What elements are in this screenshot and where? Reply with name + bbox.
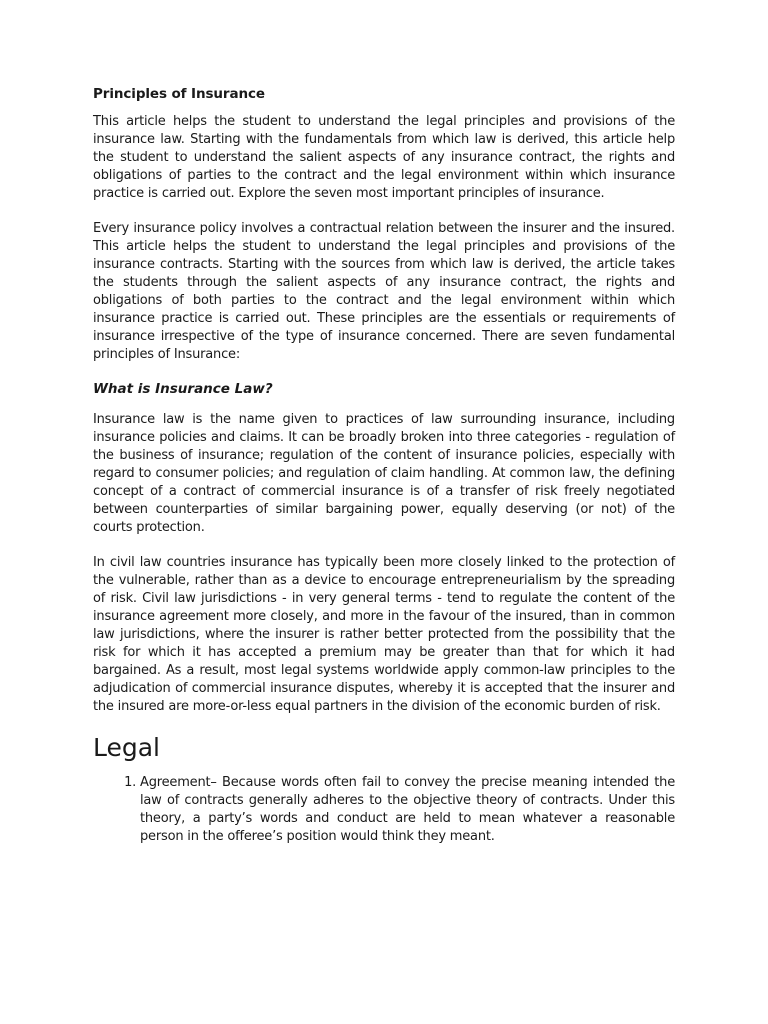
subheading: What is Insurance Law? xyxy=(93,381,273,397)
document-page xyxy=(93,86,675,846)
section-heading: Legal xyxy=(93,733,161,762)
intro-paragraph: This article helps the student to understand the legal principles and provisions of the insurance law. Starting with the fundamentals from which law is derived, this article help the student to understand the salient aspects of any insurance contract, the rights and obligations of parties to the contract and the legal environment within which insurance practice is carried out. Explore the seven most important principles of insurance. xyxy=(93,114,675,201)
numbered-list xyxy=(93,774,675,846)
intro-paragraph: Every insurance policy involves a contractual relation between the insurer and the insured. This article helps the student to understand the legal principles and provisions of the insurance contracts. Starting with the sources from which law is derived, the article takes the students through the salient aspects of any insurance contract, the rights and obligations of both parties to the contract and the legal environment within which insurance practice is carried out. These principles are the essentials or requirements of insurance irrespective of the type of insurance concerned. There are seven fundamental principles of Insurance: xyxy=(93,221,675,362)
law-paragraph: In civil law countries insurance has typically been more closely linked to the protection of the vulnerable, rather than as a device to encourage entrepreneurialism by the spreading of risk. Civil law jurisdictions - in very general terms - tend to regulate the content of the insurance agreement more closely, and more in the favour of the insured, than in common law jurisdictions, where the insurer is rather better protected from the possibility that the risk for which it has accepted a premium may be greater than that for which it had bargained. As a result, most legal systems worldwide apply common-law principles to the adjudication of commercial insurance disputes, whereby it is accepted that the insurer and the insured are more-or-less equal partners in the division of the economic burden of risk. xyxy=(93,555,675,714)
document-title: Principles of Insurance xyxy=(93,86,265,102)
law-paragraph: Insurance law is the name given to practices of law surrounding insurance, including insurance policies and claims. It can be broadly broken into three categories - regulation of the business of insurance; regulation of the content of insurance policies, especially with regard to consumer policies; and regulation of claim handling. At common law, the defining concept of a contract of commercial insurance is of a transfer of risk freely negotiated between counterparties of similar bargaining power, equally deserving (or not) of the courts protection. xyxy=(93,412,675,535)
list-item: 1. Agreement– Because words often fail to convey the precise meaning intended the law of contracts generally adheres to the objective theory of contracts. Under this theory, a party’s words and conduct are held to mean whatever a reasonable person in the offeree’s position would think they meant. xyxy=(140,774,675,846)
